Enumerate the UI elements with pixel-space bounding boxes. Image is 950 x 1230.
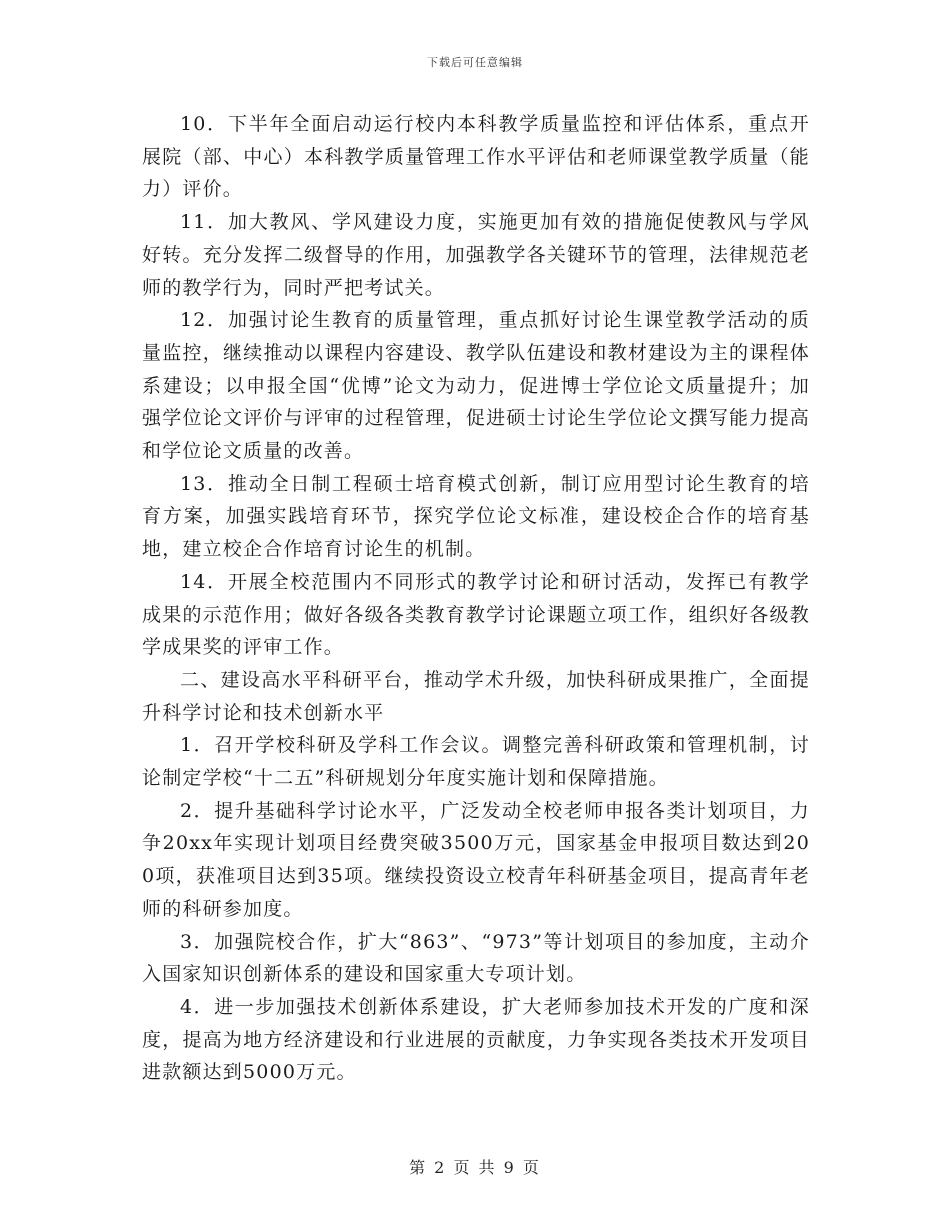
section-heading-2: 二、建设高水平科研平台，推动学术升级，加快科研成果推广，全面提升科学讨论和技术创新水平 (142, 668, 810, 724)
page-header: 下载后可任意编辑 (427, 56, 523, 69)
paragraph-s2-4: 4．进一步加强技术创新体系建设，扩大老师参加技术开发的广度和深度，提高为地方经济建设和行业进展的贡献度，力争实现各类技术开发项目进款额达到5000万元。 (142, 995, 810, 1084)
paragraph-10: 10．下半年全面启动运行校内本科教学质量监控和评估体系，重点开展院（部、中心）本科教学质量管理工作水平评估和老师课堂教学质量（能力）评价。 (142, 113, 810, 201)
document-body (142, 108, 810, 1089)
paragraph-11: 11．加大教风、学风建设力度，实施更加有效的措施促使教风与学风好转。充分发挥二级督导的作用，加强教学各关键环节的管理，法律规范老师的教学行为，同时严把考试关。 (142, 211, 810, 299)
paragraph-13: 13．推动全日制工程硕士培育模式创新，制订应用型讨论生教育的培育方案，加强实践培育环节，探究学位论文标准，建设校企合作的培育基地，建立校企合作培育讨论生的机制。 (142, 472, 810, 561)
paragraph-s2-3: 3．加强院校合作，扩大“863”、“973”等计划项目的参加度，主动介入国家知识创新体系的建设和国家重大专项计划。 (142, 930, 810, 986)
paragraph-s2-1: 1．召开学校科研及学科工作会议。调整完善科研政策和管理机制，讨论制定学校“十二五”科研规划分年度实施计划和保障措施。 (142, 734, 810, 790)
page-footer: 第 2 页 共 9 页 (409, 1158, 541, 1177)
paragraph-12: 12．加强讨论生教育的质量管理，重点抓好讨论生课堂教学活动的质量监控，继续推动以课程内容建设、教学队伍建设和教材建设为主的课程体系建设；以申报全国“优博”论文为动力，促进博士学位论文质量提升；加强学位论文评价与评审的过程管理，促进硕士讨论生学位论文撰写能力提高和学位论文质量的改善。 (142, 309, 810, 463)
paragraph-14: 14．开展全校范围内不同形式的教学讨论和研讨活动，发挥已有教学成果的示范作用；做好各级各类教育教学讨论课题立项工作，组织好各级教学成果奖的评审工作。 (142, 570, 810, 659)
paragraph-s2-2: 2．提升基础科学讨论水平，广泛发动全校老师申报各类计划项目，力争20xx年实现计划项目经费突破3500万元，国家基金申报项目数达到200项，获准项目达到35项。继续投资设立校青年科研基金项目，提高青年老师的科研参加度。 (142, 799, 810, 920)
